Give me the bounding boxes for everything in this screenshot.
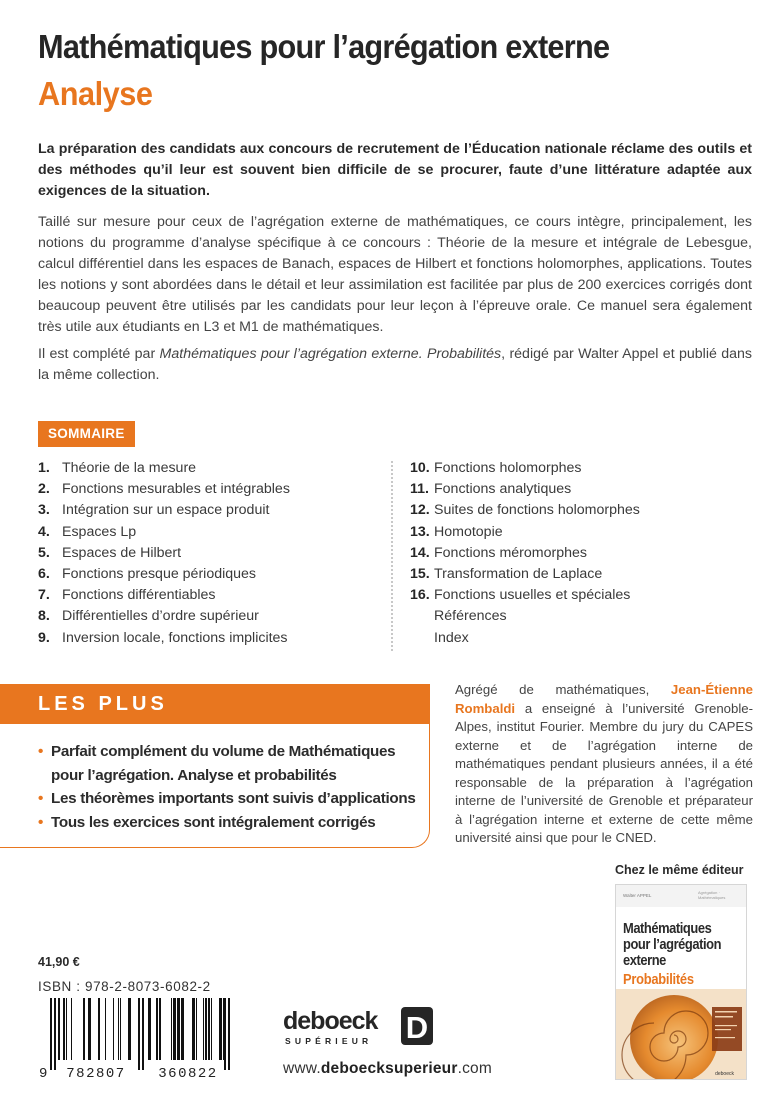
toc-item-label: Fonctions mesurables et intégrables (62, 481, 290, 498)
toc-item-label: Fonctions analytiques (434, 481, 572, 498)
complement-prefix: Il est complété par (38, 346, 160, 362)
plus-item (38, 811, 418, 835)
toc-item-label: Références (434, 608, 507, 625)
plus-item-text: Les théorèmes importants sont suivis d’applications (51, 790, 416, 807)
toc-item-label: Inversion locale, fonctions implicites (62, 629, 288, 646)
toc-item-number: 4. (38, 523, 50, 540)
toc-item-number: 5. (38, 544, 50, 561)
toc-item-number: 8. (38, 608, 50, 625)
same-publisher-label: Chez le même éditeur (615, 863, 744, 877)
toc-item-label: Homotopie (434, 523, 503, 540)
toc-item-number: 14. (410, 544, 430, 561)
toc-item (410, 564, 640, 585)
toc-item-label: Intégration sur un espace produit (62, 502, 270, 519)
toc-item-label: Fonctions holomorphes (434, 460, 582, 476)
toc-item (38, 606, 290, 627)
toc-divider (391, 461, 393, 651)
website-suffix: .com (457, 1060, 492, 1077)
cover-subtitle: Probabilités (623, 971, 694, 988)
toc-item-number: 12. (410, 502, 430, 519)
toc-item (410, 500, 640, 521)
toc-item-number: 15. (410, 565, 430, 582)
website-prefix: www. (283, 1060, 321, 1077)
toc-item (410, 543, 640, 564)
barcode-digits-right: 360822 (158, 1066, 218, 1080)
toc-item (38, 543, 290, 564)
toc-right-column (410, 458, 640, 649)
toc-item (38, 585, 290, 606)
barcode (38, 998, 234, 1080)
toc-item-label: Fonctions usuelles et spéciales (434, 587, 631, 604)
toc-item-label: Fonctions différentiables (62, 587, 216, 604)
description-paragraph: Taillé sur mesure pour ceux de l’agrégation externe de mathématiques, ce cours intègre, principalement, les notions du programme d’analyse spécifique à ce concours : Théorie de la mesure et intégrale de Lebesgue, calcul différentiel dans les espaces de Banach, espaces de Hilbert et fonctions holomorphes, applications. Toutes les notions y sont abordées dans le détail et leur assimilation est facilitée par plus de 200 exercices corrigés dont beaucoup peuvent être utilisés par les candidats pour leur leçon à l’épreuve orale. Ce manuel sera également très utile aux étudiants en L3 et M1 de mathématiques. (38, 214, 752, 335)
complement-paragraph (38, 344, 752, 386)
toc-item-number: 7. (38, 587, 50, 604)
related-book-cover (615, 884, 747, 1080)
toc-item (38, 564, 290, 585)
plus-item-text: Tous les exercices sont intégralement corrigés (51, 813, 376, 831)
plus-item (38, 787, 418, 811)
toc-item-label: Théorie de la mesure (62, 460, 197, 476)
logo-tagline: SUPÉRIEUR (285, 1036, 373, 1046)
intro-bold-paragraph: La préparation des candidats aux concours de recrutement de l’Éducation nationale réclame des outils et des méthodes qu’il leur est souvent bien difficile de se procurer, faute d’une littérature adaptée aux exigences de la situation. (38, 141, 752, 199)
toc-item-number: 2. (38, 481, 50, 498)
bullet-icon: • (38, 743, 44, 760)
logo-monogram: D (405, 1010, 429, 1045)
toc-item-number: 9. (38, 629, 50, 646)
logo-name: deboeck (283, 1007, 378, 1035)
plus-item (38, 740, 418, 787)
bullet-icon: • (38, 790, 44, 807)
toc-item-number: 16. (410, 587, 430, 604)
cover-title-line-3: externe (623, 952, 666, 969)
toc-item-number: 11. (410, 481, 429, 498)
page-title: Mathématiques pour l’agrégation externe (38, 28, 610, 65)
toc-item (410, 585, 640, 606)
author-bio (455, 681, 753, 848)
toc-item-number: 3. (38, 502, 50, 519)
barcode-bars (50, 998, 230, 1070)
toc-left-column (38, 458, 290, 649)
plus-item-text: Parfait complément du volume de Mathématiques pour l’agrégation. Analyse et probabilités (51, 743, 396, 784)
isbn (38, 979, 211, 994)
isbn-number: 978-2-8073-6082-2 (84, 979, 211, 994)
toc-item (410, 458, 640, 479)
website-brand: deboecksuperieur (320, 1060, 458, 1077)
toc-item (410, 479, 640, 500)
toc-item (38, 500, 290, 521)
publisher-logo (283, 1005, 435, 1047)
complement-suffix: , rédigé par Walter Appel et publié dans la même collection. (38, 346, 752, 383)
isbn-label: ISBN : (38, 979, 85, 994)
toc-item-label: Suites de fonctions holomorphes (434, 502, 640, 519)
toc-item-number: 1. (38, 460, 50, 476)
toc-item (38, 522, 290, 543)
cover-title-line-2: pour l’agrégation (623, 936, 722, 953)
author-bio-prefix: Agrégé de mathématiques, (455, 682, 671, 697)
toc-item-label: Différentielles d’ordre supérieur (62, 608, 259, 625)
cover-title (623, 921, 721, 969)
price: 41,90 € (38, 955, 80, 969)
toc-item (410, 628, 640, 649)
toc-item-label: Espaces de Hilbert (62, 544, 182, 561)
complement-book-title: Mathématiques pour l’agrégation externe. Probabilités (159, 346, 502, 362)
toc-item-label: Fonctions presque périodiques (62, 565, 257, 582)
plus-list (38, 740, 418, 834)
barcode-digit-lead: 9 (39, 1066, 48, 1080)
page-subtitle: Analyse (38, 75, 153, 112)
toc-item-number: 13. (410, 523, 430, 540)
cover-author: Walter APPEL (623, 893, 652, 898)
author-bio-text: a enseigné à l’université Grenoble-Alpes, institut Fourier. Membre du jury du CAPES externe et de l’agrégation interne de mathématiques pendant plusieurs années, il a été responsable de la préparation à l’agrégation interne de l’université de Grenoble et préparateur à l’agrégation interne et externe de cette même université ainsi que pour le CNED. (455, 700, 753, 845)
toc-item-number: 6. (38, 565, 50, 582)
cover-publisher-mark: deboeck (715, 1071, 734, 1077)
toc-item-label: Transformation de Laplace (434, 565, 603, 582)
website-url[interactable] (283, 1060, 492, 1078)
toc-item (38, 458, 290, 479)
toc-item-label: Fonctions méromorphes (434, 544, 587, 561)
cover-spiral-illustration (616, 989, 747, 1080)
toc-item-label: Espaces Lp (62, 523, 137, 540)
plus-title: LES PLUS (38, 693, 168, 715)
toc-item (410, 606, 640, 627)
toc-item (410, 522, 640, 543)
toc-item (38, 628, 290, 649)
bullet-icon: • (38, 813, 44, 831)
barcode-digits-left: 782807 (66, 1066, 126, 1080)
toc-item-label: Index (434, 629, 469, 646)
sommaire-badge: SOMMAIRE (38, 421, 135, 447)
author-name: Jean-Étienne Rombaldi (455, 682, 753, 716)
toc-item-number: 10. (410, 460, 430, 476)
cover-series: Agrégation · Mathématiques (698, 890, 726, 900)
cover-title-line-1: Mathématiques (623, 920, 712, 937)
toc-item (38, 479, 290, 500)
